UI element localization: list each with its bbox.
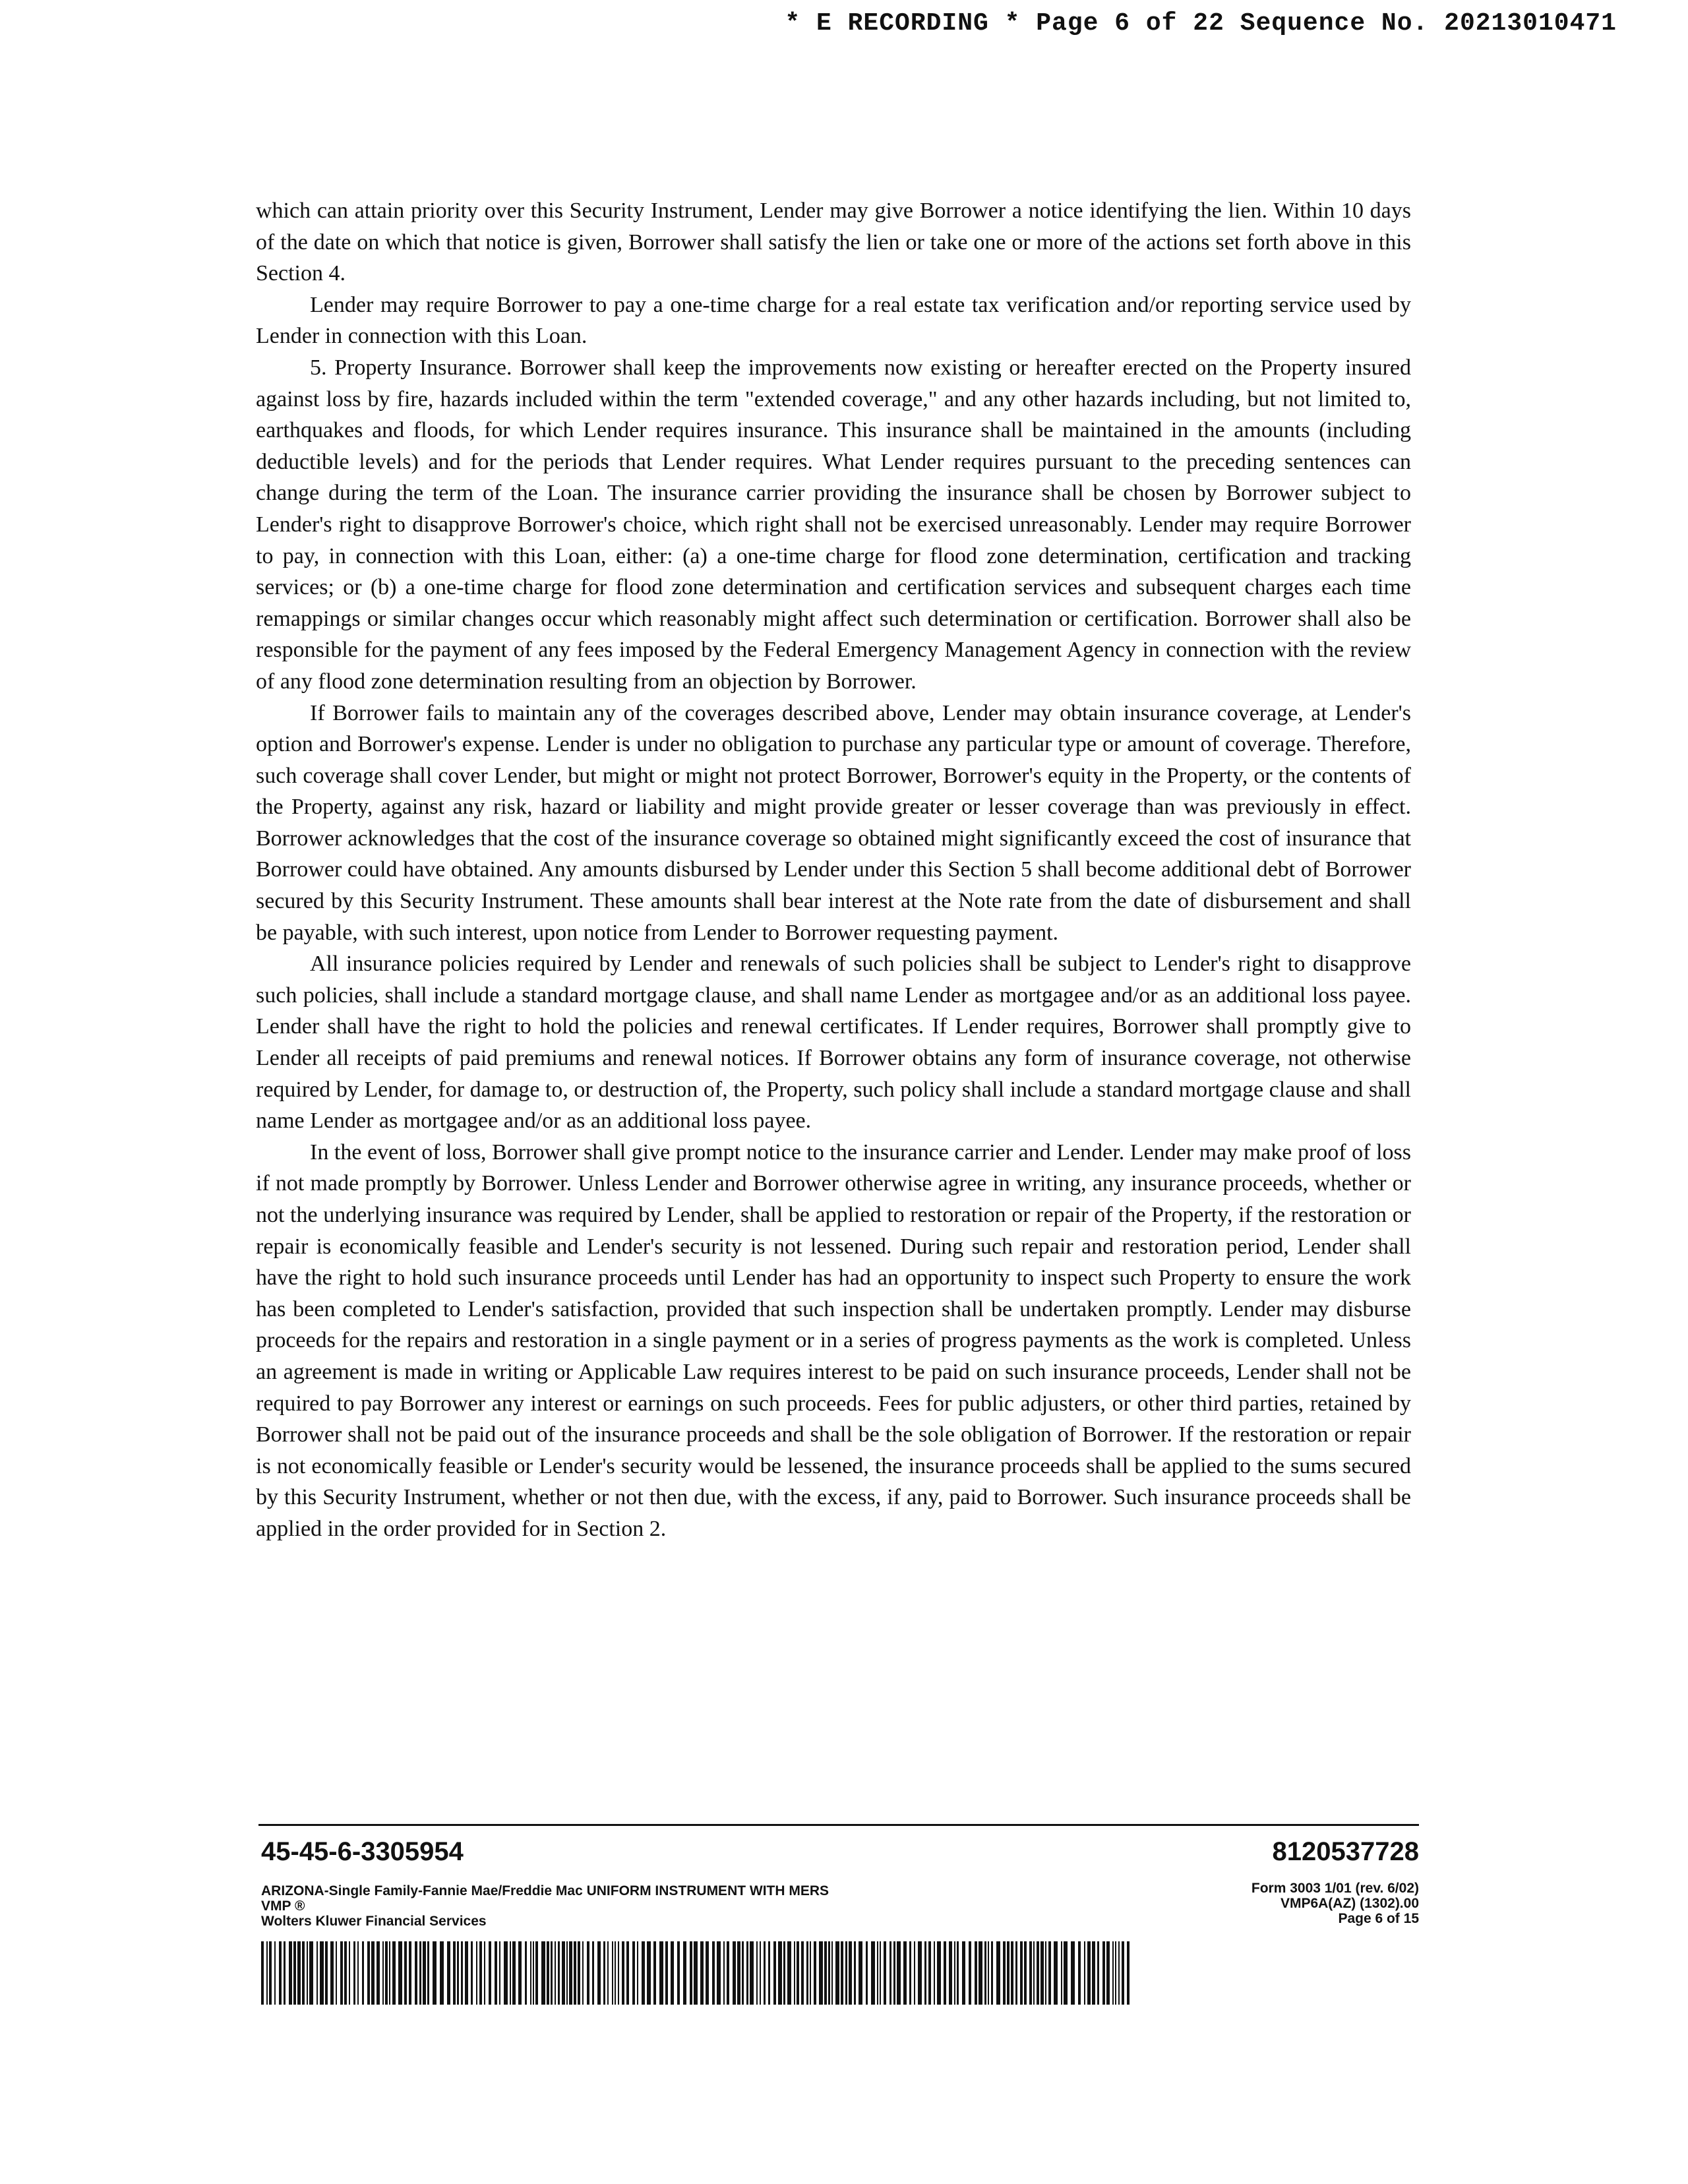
barcode-bar [367,1941,370,2005]
barcode-bar [344,1941,347,2005]
barcode-bar [1045,1941,1046,2005]
barcode-bar [746,1941,748,2005]
barcode-bar [433,1941,437,2005]
barcode-bar [723,1941,725,2005]
barcode-bar [1084,1941,1085,2005]
barcode-bar [382,1941,384,2005]
paragraph-insurance-policies: All insurance policies required by Lender and renewals of such policies shall be subject to Lender's right to disapprove such policies, shall include a standard mortgage clause, and shall name Lender as mortgagee and/or as an additional loss payee. Lender shall have the right to hold the policies and renewal certificates. If Lender requires, Borrower shall promptly give to Lender all receipts of paid premiums and renewal notices. If Borrower obtains any form of insurance coverage, not otherwise required by Lender, for damage to, or destruction of, the Property, such policy shall include a standard mortgage clause and shall name Lender as mortgagee and/or as an additional loss payee. [256,952,1411,1134]
barcode-bar [975,1941,977,2005]
barcode-bar [330,1941,334,2005]
barcode-bar [533,1941,534,2005]
barcode-bar [484,1941,485,2005]
barcode-bar [810,1941,811,2005]
document-number: 8120537728 [1272,1837,1419,1866]
barcode-bar [340,1941,343,2005]
barcode-bar [558,1941,560,2005]
form-title: ARIZONA-Single Family-Fannie Mae/Freddie Mac UNIFORM INSTRUMENT WITH MERS [261,1883,829,1898]
barcode-bar [717,1941,721,2005]
barcode-bar [988,1941,989,2005]
barcode-bar [307,1941,308,2005]
barcode-bar [760,1941,761,2005]
barcode-bar [453,1941,456,2005]
barcode-bar [289,1941,292,2005]
barcode-bar [750,1941,754,2005]
barcode-bar [706,1941,709,2005]
barcode-bar [991,1941,993,2005]
barcode-bar [928,1941,931,2005]
paragraph-tax-verification: Lender may require Borrower to pay a one-time charge for a real estate tax verification and/or reporting service used by Lender in connection with this Loan. [256,292,1411,349]
barcode-bar [841,1941,843,2005]
barcode-bar [1048,1941,1051,2005]
barcode-bar [835,1941,839,2005]
barcode-bar [404,1941,407,2005]
barcode-bar [647,1941,651,2005]
barcode-bar [859,1941,862,2005]
barcode-bar [783,1941,785,2005]
barcode-bar [612,1941,613,2005]
barcode-bar [1003,1941,1006,2005]
barcode-bar [1061,1941,1062,2005]
barcode-bar [578,1941,580,2005]
barcode-bar [996,1941,1000,2005]
barcode-image [261,1941,1131,2005]
barcode-bar [1040,1941,1044,2005]
barcode-bar [362,1941,364,2005]
barcode-bar [1092,1941,1095,2005]
barcode-bar [512,1941,516,2005]
barcode-bar [1020,1941,1023,2005]
form-number: Form 3003 1/01 (rev. 6/02) [1251,1881,1419,1896]
footer-divider [258,1824,1419,1826]
barcode-bar [756,1941,758,2005]
barcode-bar [525,1941,527,2005]
barcode-bar [854,1941,856,2005]
barcode-bar [690,1941,692,2005]
barcode-bar [541,1941,545,2005]
barcode-bar [632,1941,635,2005]
barcode-bar [423,1941,426,2005]
barcode-bar [773,1941,776,2005]
barcode-bar [742,1941,744,2005]
barcode-bar [1087,1941,1091,2005]
barcode-bar [555,1941,556,2005]
barcode-bar [574,1941,576,2005]
barcode-bar [479,1941,482,2005]
barcode-bar [659,1941,663,2005]
barcode-bar [954,1941,955,2005]
form-description [261,1883,829,1929]
barcode-bar [768,1941,770,2005]
barcode-bar [457,1941,459,2005]
barcode-bar [801,1941,804,2005]
barcode-bar [819,1941,823,2005]
barcode-bar [880,1941,881,2005]
barcode-bar [392,1941,396,2005]
barcode-bar [336,1941,337,2005]
barcode-bar [320,1941,324,2005]
barcode-bar [618,1941,619,2005]
barcode-bar [518,1941,522,2005]
barcode-bar [1064,1941,1068,2005]
barcode-bar [269,1941,272,2005]
barcode-bar [309,1941,313,2005]
barcode-bar [489,1941,491,2005]
loan-number: 45-45-6-3305954 [261,1837,464,1866]
barcode-bar [1102,1941,1105,2005]
form-identification [1251,1881,1419,1926]
barcode-bar [465,1941,468,2005]
barcode-bar [824,1941,827,2005]
barcode-bar [607,1941,609,2005]
barcode-bar [284,1941,286,2005]
barcode-bar [535,1941,538,2005]
barcode-bar [893,1941,895,2005]
barcode-bar [924,1941,926,2005]
barcode-bar [615,1941,616,2005]
paragraph-coverage-failure: If Borrower fails to maintain any of the coverages described above, Lender may obtain insurance coverage, at Lender's option and Borrower's expense. Lender is under no obligation to purchase any particular type or amount of coverage. Therefore, such coverage shall cover Lender, but might or might not protect Borrower, Borrower's equity in the Property, or the contents of the Property, against any risk, hazard or liability and might provide greater or lesser coverage than was previously in effect. Borrower acknowledges that the cost of the insurance coverage so obtained might significantly exceed the cost of insurance that Borrower could have obtained. Any amounts disbursed by Lender under this Section 5 shall become additional debt of Borrower secured by this Security Instrument. These amounts shall bear interest at the Note rate from the date of disbursement and shall be payable, with such interest, upon notice from Lender to Borrower requesting payment. [256,700,1411,945]
barcode-bar [683,1941,686,2005]
barcode-bar [266,1941,268,2005]
barcode-bar [903,1941,907,2005]
barcode-bar [293,1941,296,2005]
barcode-bar [694,1941,698,2005]
barcode-bar [637,1941,638,2005]
barcode-bar [1037,1941,1039,2005]
barcode-bar [957,1941,959,2005]
barcode-bar [937,1941,941,2005]
vmp-mark: VMP ® [261,1898,305,1914]
barcode-bar [831,1941,833,2005]
barcode-bar [700,1941,704,2005]
barcode-bar [440,1941,444,2005]
paragraph-property-insurance [256,352,1411,698]
barcode-bar [569,1941,572,2005]
barcode-bar [1054,1941,1058,2005]
barcode-bar [727,1941,729,2005]
barcode-bar [316,1941,318,2005]
barcode-bar [587,1941,589,2005]
barcode-bar [302,1941,305,2005]
form-code: VMP6A(AZ) (1302).00 [1280,1896,1419,1911]
paragraph-lien-notice: which can attain priority over this Security Instrument, Lender may give Borrower a notice identifying the lien. Within 10 days of the date on which that notice is given, Borrower shall satisfy the lien or take one or more of the actions set forth above in this Section 4. [256,198,1411,286]
publisher-name: Wolters Kluwer Financial Services [261,1914,487,1929]
barcode-bar [1015,1941,1017,2005]
barcode-bar [806,1941,808,2005]
barcode-bar [409,1941,411,2005]
barcode-bar [944,1941,946,2005]
barcode-bar [562,1941,565,2005]
barcode-bar [597,1941,601,2005]
barcode-bar [353,1941,355,2005]
barcode-bar [778,1941,782,2005]
barcode-bar [461,1941,463,2005]
barcode-bar [653,1941,656,2005]
barcode-bar [1033,1941,1035,2005]
barcode-bar [419,1941,421,2005]
barcode-bar [357,1941,359,2005]
barcode-bar [279,1941,282,2005]
barcode-bar [499,1941,500,2005]
barcode-bar [918,1941,922,2005]
barcode-bar [389,1941,390,2005]
barcode-bar [530,1941,531,2005]
barcode-bar [1115,1941,1116,2005]
barcode-bar [914,1941,915,2005]
barcode-bar [398,1941,402,2005]
barcode-bar [471,1941,473,2005]
barcode-bar [1011,1941,1013,2005]
barcode-bar [889,1941,891,2005]
barcode-bar [476,1941,477,2005]
barcode-bar [1029,1941,1032,2005]
barcode-bar [845,1941,847,2005]
barcode-bar [814,1941,816,2005]
barcode-bar [1024,1941,1027,2005]
barcode-bar [733,1941,736,2005]
barcode-bar [622,1941,624,2005]
barcode-bar [1112,1941,1114,2005]
barcode-bar [510,1941,511,2005]
barcode-bar [1071,1941,1075,2005]
barcode-bar [1127,1941,1130,2005]
barcode-bar [325,1941,328,2005]
barcode-bar [764,1941,766,2005]
barcode-bar [547,1941,549,2005]
paragraph-event-of-loss: In the event of loss, Borrower shall give prompt notice to the insurance carrier and Lender. Lender may make proof of loss if not made promptly by Borrower. Unless Lender and Borrower otherwise agree in writing, any insurance proceeds, whether or not the underlying insurance was required by Lender, shall be applied to restoration or repair of the Property, if the restoration or repair is economically feasible and Lender's security is not lessened. During such repair and restoration period, Lender shall have the right to hold such insurance proceeds until Lender has had an opportunity to inspect such Property to ensure the work has been completed to Lender's satisfaction, provided that such inspection shall be undertaken promptly. Lender may disburse proceeds for the repairs and restoration in a single payment or in a series of progress payments as the work is completed. Unless an agreement is made in writing or Applicable Law requires interest to be paid on such insurance proceeds, Lender shall not be required to pay Borrower any interest or earnings on such proceeds. Fees for public adjusters, or other third parties, retained by Borrower shall not be paid out of the insurance proceeds and shall be the sole obligation of Borrower. If the restoration or repair is not economically feasible or Lender's security would be lessened, the insurance proceeds shall be applied to the sums secured by this Security Instrument, whether or not then due, with the excess, if any, paid to Borrower. Such insurance proceeds shall be applied in the order provided for in Section 2. [256,1139,1411,1541]
barcode-bar [897,1941,901,2005]
barcode-bar [377,1941,380,2005]
barcode-bar [1118,1941,1120,2005]
barcode-bar [274,1941,276,2005]
barcode-bar [866,1941,868,2005]
section-heading-property-insurance: 5. Property Insurance. [310,355,512,380]
recording-header: * E RECORDING * Page 6 of 22 Sequence No. 20213010471 [785,9,1617,38]
barcode-bar [934,1941,935,2005]
barcode-bar [261,1941,264,2005]
barcode-bar [1122,1941,1124,2005]
barcode-bar [1097,1941,1099,2005]
barcode-bar [592,1941,594,2005]
barcode-bar [979,1941,982,2005]
barcode-bar [984,1941,986,2005]
barcode-bar [949,1941,952,2005]
barcode-bar [712,1941,715,2005]
barcode-bar [551,1941,553,2005]
barcode-bar [626,1941,629,2005]
barcode-bar [1106,1941,1110,2005]
property-insurance-text: Borrower shall keep the improvements now existing or hereafter erected on the Property insured against loss by fire, hazards included within the term "extended coverage," and any other hazards including, but not limited to, earthquakes and floods, for which Lender requires insurance. This insurance shall be maintained in the amounts (including deductible levels) and for the periods that Lender requires. What Lender requires pursuant to the preceding sentences can change during the term of the Loan. The insurance carrier providing the insurance shall be chosen by Borrower subject to Lender's right to disapprove Borrower's choice, which right shall not be exercised unreasonably. Lender may require Borrower to pay, in connection with this Loan, either: (a) a one-time charge for flood zone determination, certification and tracking services; or (b) a one-time charge for flood zone determination and certification services and subsequent charges each time remappings or similar changes occur which reasonably might affect such determination or certification. Borrower shall also be responsible for the payment of any fees imposed by the Federal Emergency Management Agency in connection with the review of any flood zone determination resulting from an objection by Borrower. [256,355,1411,694]
barcode-bar [969,1941,971,2005]
barcode-bar [877,1941,878,2005]
barcode-bar [385,1941,388,2005]
barcode-bar [677,1941,680,2005]
barcode-bar [671,1941,674,2005]
barcode-bar [1078,1941,1081,2005]
barcode-bar [582,1941,584,2005]
barcode-bar [297,1941,301,2005]
barcode-bar [415,1941,417,2005]
barcode-bar [849,1941,852,2005]
barcode-bar [1007,1941,1010,2005]
barcode-bar [665,1941,668,2005]
barcode-bar [828,1941,830,2005]
barcode-bar [909,1941,911,2005]
barcode-bar [371,1941,375,2005]
barcode-bar [566,1941,568,2005]
barcode-bar [504,1941,508,2005]
barcode-bar [794,1941,795,2005]
barcode-bar [884,1941,886,2005]
barcode-bar [349,1941,350,2005]
barcode-bar [495,1941,497,2005]
barcode-bar [447,1941,450,2005]
barcode-bar [962,1941,965,2005]
barcode-bar [737,1941,740,2005]
document-body [256,195,1411,1545]
barcode-bar [871,1941,875,2005]
barcode-bar [427,1941,429,2005]
page-number: Page 6 of 15 [1338,1911,1419,1926]
barcode-bar [787,1941,791,2005]
barcode-bar [603,1941,605,2005]
barcode-bar [797,1941,799,2005]
barcode-bar [642,1941,645,2005]
